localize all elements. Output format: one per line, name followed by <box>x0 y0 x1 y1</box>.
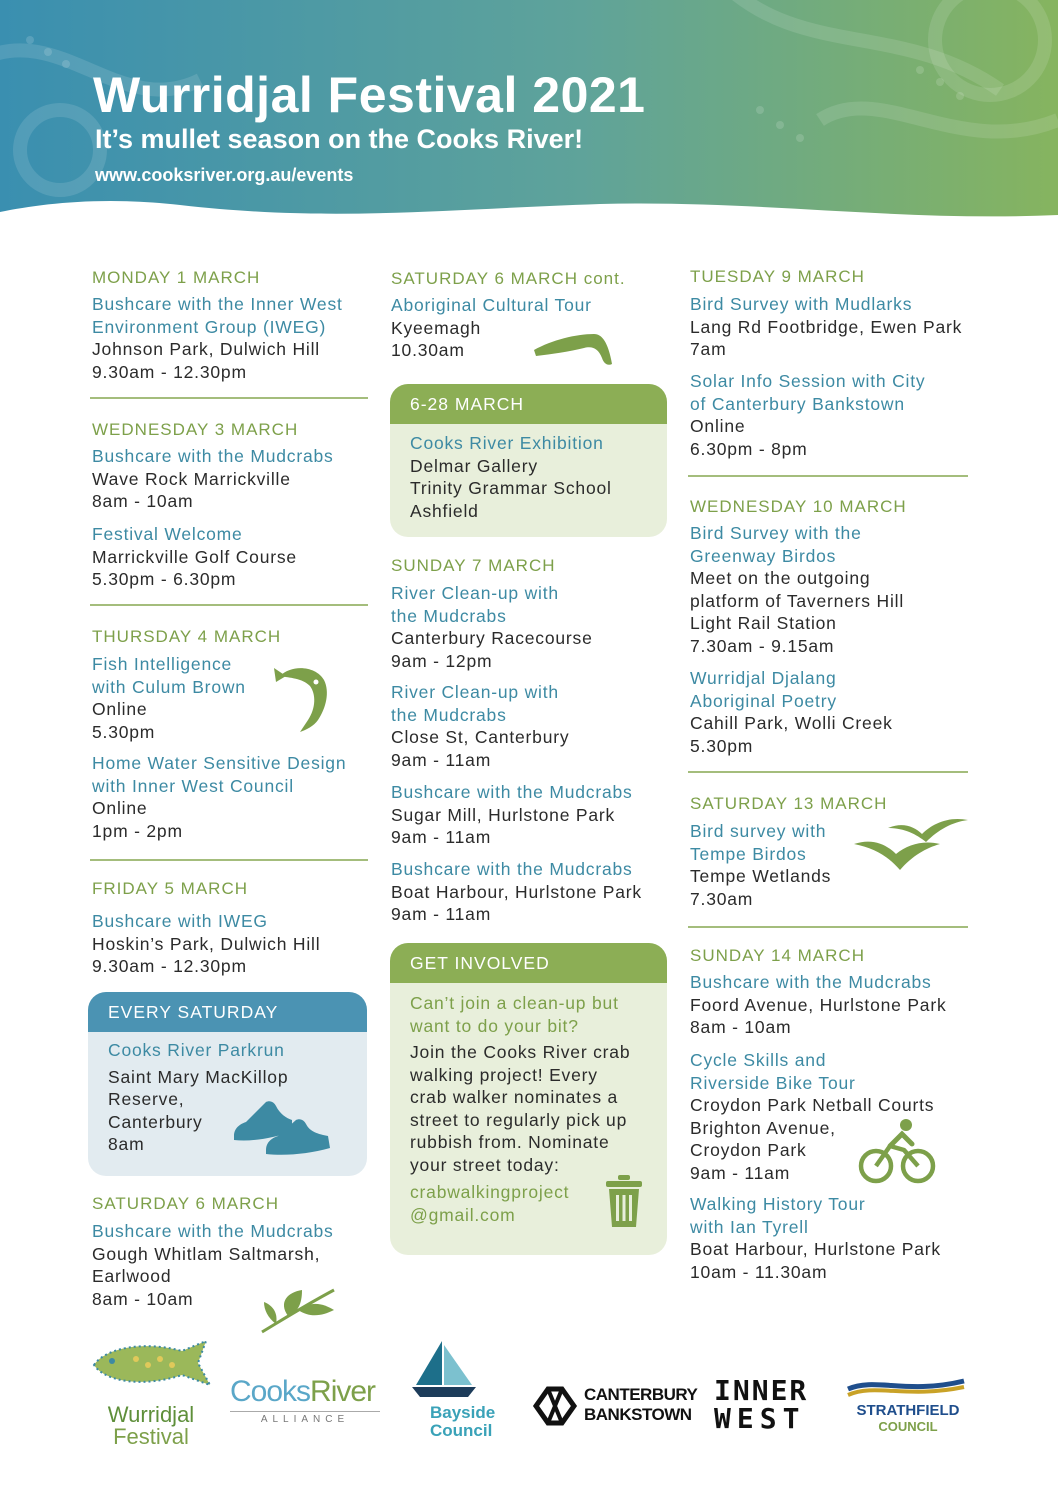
event-title: Wurridjal Djalang <box>690 668 837 688</box>
event-title: Bird survey with <box>690 821 827 841</box>
event-place: Brighton Avenue, <box>690 1117 836 1138</box>
body-line: Join the Cooks River crab <box>410 1042 631 1062</box>
day-heading-saturday-13: SATURDAY 13 MARCH <box>690 794 888 813</box>
box-heading: GET INVOLVED <box>390 943 667 983</box>
wurridjal-festival-logo <box>86 1335 216 1449</box>
event-solar-info-session <box>690 370 925 460</box>
event-fish-intelligence <box>92 653 246 743</box>
event-title: Bushcare with the Inner West <box>92 294 343 314</box>
event-title: Bushcare with the Mudcrabs <box>391 782 633 802</box>
body-line: crab walker nominates a <box>410 1087 619 1107</box>
event-time: 5.30pm - 6.30pm <box>92 569 237 589</box>
event-time: 10.30am <box>391 340 465 360</box>
event-time: 9am - 11am <box>391 904 492 924</box>
event-time: 9.30am - 12.30pm <box>92 361 247 382</box>
event-place: Light Rail Station <box>690 613 837 633</box>
event-place: Delmar Gallery <box>410 455 538 476</box>
event-place: Online <box>92 798 148 818</box>
event-place: Foord Avenue, Hurlstone Park <box>690 994 947 1015</box>
cb-emblem-icon <box>532 1383 578 1429</box>
page-subtitle: It’s mullet season on the Cooks River! <box>95 124 584 154</box>
email-link[interactable]: crabwalkingproject <box>410 1182 570 1202</box>
box-heading: 6-28 MARCH <box>390 384 667 424</box>
cooks-river-alliance-logo <box>230 1375 380 1435</box>
logo-text: Council <box>430 1421 493 1440</box>
question-line: Can’t join a clean-up but <box>410 993 619 1013</box>
event-place: Boat Harbour, Hurlstone Park <box>391 881 642 902</box>
boomerang-icon <box>532 320 614 370</box>
running-shoes-icon <box>232 1092 332 1158</box>
logo-text: Cooks <box>230 1375 311 1408</box>
event-time: 7am <box>690 339 727 359</box>
event-title: Festival Welcome <box>92 524 243 544</box>
event-time: 9.30am - 12.30pm <box>92 956 247 976</box>
event-time: 5.30pm <box>690 735 754 756</box>
header-banner <box>0 0 1058 230</box>
events-url[interactable]: www.cooksriver.org.au/events <box>95 165 354 185</box>
event-aboriginal-poetry <box>690 667 893 757</box>
event-place: Saint Mary MacKillop <box>108 1066 289 1087</box>
question-line: want to do your bit? <box>410 1015 579 1036</box>
event-time: 8am - 10am <box>92 491 194 511</box>
logo-text: WEST <box>714 1402 806 1435</box>
event-place: Marrickville Golf Course <box>92 546 297 567</box>
day-heading-friday-5: FRIDAY 5 MARCH <box>92 879 249 898</box>
logo-text: Festival <box>113 1424 189 1449</box>
bayside-council-logo <box>400 1339 510 1439</box>
event-place: Online <box>690 416 746 436</box>
event-title: Environment Group (IWEG) <box>92 316 327 337</box>
event-time: 9am - 11am <box>391 749 492 770</box>
event-bird-survey-tempe <box>690 820 831 910</box>
event-place: Ashfield <box>410 500 479 521</box>
day-heading-thursday-4: THURSDAY 4 MARCH <box>92 627 282 646</box>
event-time: 8am - 10am <box>690 1017 792 1037</box>
event-place: Close St, Canterbury <box>391 727 570 747</box>
divider <box>688 771 968 773</box>
event-title: with Inner West Council <box>92 775 294 796</box>
fish-icon <box>272 662 338 734</box>
event-title: Bushcare with IWEG <box>92 911 268 931</box>
event-title: the Mudcrabs <box>391 605 507 626</box>
day-heading-saturday-6: SATURDAY 6 MARCH <box>92 1194 279 1213</box>
day-heading-wednesday-10: WEDNESDAY 10 MARCH <box>690 497 907 516</box>
event-title: Walking History Tour <box>690 1194 866 1214</box>
canterbury-bankstown-logo <box>532 1383 698 1429</box>
event-place: Boat Harbour, Hurlstone Park <box>690 1239 941 1259</box>
body-line: rubbish from. Nominate <box>410 1132 610 1152</box>
event-time: 1pm - 2pm <box>92 820 183 841</box>
sailboat-icon <box>410 1339 480 1399</box>
body-line: walking project! Every <box>410 1064 598 1085</box>
divider <box>90 397 368 399</box>
event-place: Johnson Park, Dulwich Hill <box>92 339 320 359</box>
mullet-fish-icon <box>86 1335 216 1397</box>
event-place: Canterbury Racecourse <box>391 628 593 648</box>
crab-walking-info <box>410 992 630 1226</box>
day-heading-saturday-6-cont: SATURDAY 6 MARCH cont. <box>391 269 626 288</box>
logo-text: CANTERBURY <box>584 1385 698 1404</box>
sponsor-logos <box>0 1335 1058 1465</box>
event-bushcare-iweg-johnson <box>92 293 343 383</box>
box-heading: EVERY SATURDAY <box>88 992 367 1032</box>
event-title: with Culum Brown <box>92 676 246 697</box>
event-title: Cooks River Exhibition <box>410 433 604 453</box>
event-place: Croydon Park <box>690 1140 807 1160</box>
inner-west-logo <box>714 1374 818 1437</box>
trash-bin-icon <box>604 1175 644 1229</box>
logo-text: COUNCIL <box>878 1419 938 1434</box>
logo-text: STRATHFIELD <box>856 1402 960 1419</box>
event-time: 9am - 11am <box>690 1162 791 1183</box>
event-time: 9am - 11am <box>391 827 492 847</box>
event-bushcare-boat-harbour <box>391 858 642 926</box>
event-place: Cahill Park, Wolli Creek <box>690 713 893 733</box>
event-bushcare-iweg-hoskins <box>92 910 320 978</box>
body-line: street to regularly pick up <box>410 1109 628 1130</box>
logo-text: River <box>310 1375 376 1408</box>
event-cooks-river-exhibition <box>410 432 612 522</box>
event-title: Bird Survey with Mudlarks <box>690 294 913 314</box>
event-title: Aboriginal Cultural Tour <box>391 295 592 315</box>
event-title: Bushcare with the Mudcrabs <box>391 859 633 879</box>
event-title: the Mudcrabs <box>391 704 507 725</box>
event-title: Bushcare with the Mudcrabs <box>92 446 334 466</box>
event-title: Aboriginal Poetry <box>690 690 837 711</box>
event-place: Sugar Mill, Hurlstone Park <box>391 804 616 825</box>
divider <box>688 475 968 477</box>
every-saturday-box <box>88 992 367 1176</box>
divider <box>90 604 368 606</box>
event-place: Lang Rd Footbridge, Ewen Park <box>690 316 963 337</box>
day-heading-sunday-14: SUNDAY 14 MARCH <box>690 946 865 965</box>
event-time: 8am <box>108 1134 145 1154</box>
event-title: Home Water Sensitive Design <box>92 753 347 773</box>
event-river-cleanup-close-st <box>391 681 569 771</box>
event-title: Bushcare with the Mudcrabs <box>92 1221 334 1241</box>
event-title: Greenway Birdos <box>690 545 837 566</box>
event-title: Cooks River Parkrun <box>108 1040 285 1060</box>
body-line: your street today: <box>410 1154 560 1175</box>
logo-text: BANKSTOWN <box>584 1405 692 1424</box>
event-time: 7.30am <box>690 888 754 909</box>
event-title: Tempe Birdos <box>690 843 807 864</box>
event-bushcare-sugar-mill <box>391 781 633 849</box>
event-title: Bird Survey with the <box>690 523 862 543</box>
get-involved-box <box>390 943 667 1255</box>
event-bird-survey-greenway <box>690 522 904 657</box>
event-time: 10am - 11.30am <box>690 1261 828 1282</box>
event-time: 9am - 12pm <box>391 650 493 671</box>
exhibition-box <box>390 384 667 537</box>
event-title: Solar Info Session with City <box>690 371 926 391</box>
event-time: 7.30am - 9.15am <box>690 635 835 656</box>
event-title: Bushcare with the Mudcrabs <box>690 972 932 992</box>
strathfield-council-logo <box>846 1375 970 1439</box>
event-place: Earlwood <box>92 1266 172 1286</box>
strathfield-wave-icon <box>846 1375 966 1397</box>
event-title: of Canterbury Bankstown <box>690 393 905 414</box>
event-place: Tempe Wetlands <box>690 866 832 886</box>
email-link[interactable]: @gmail.com <box>410 1204 516 1225</box>
day-heading-monday-1: MONDAY 1 MARCH <box>92 268 261 287</box>
event-river-cleanup-racecourse <box>391 582 593 672</box>
event-walking-history-tour <box>690 1193 941 1283</box>
event-place: Reserve, <box>108 1089 185 1109</box>
logo-text: Bayside <box>430 1403 496 1422</box>
divider <box>90 859 368 861</box>
event-place: Canterbury <box>108 1111 203 1132</box>
event-place: Wave Rock Marrickville <box>92 468 291 489</box>
page-title: Wurridjal Festival 2021 <box>93 67 646 123</box>
day-heading-wednesday-3: WEDNESDAY 3 MARCH <box>92 420 299 439</box>
event-place: Gough Whitlam Saltmarsh, <box>92 1243 321 1264</box>
event-home-water-design <box>92 752 346 842</box>
event-place: Kyeemagh <box>391 317 482 338</box>
logo-text: ALLIANCE <box>230 1411 380 1425</box>
day-heading-tuesday-9: TUESDAY 9 MARCH <box>690 267 865 286</box>
cyclist-icon <box>858 1118 936 1184</box>
event-place: Online <box>92 699 148 719</box>
event-time: 5.30pm <box>92 721 156 742</box>
leaf-branch-icon <box>258 1280 338 1336</box>
logo-text: INNER <box>714 1374 809 1407</box>
event-place: platform of Taverners Hill <box>690 590 905 611</box>
event-place: Meet on the outgoing <box>690 568 871 588</box>
event-place: Hoskin’s Park, Dulwich Hill <box>92 933 321 954</box>
event-place: Trinity Grammar School <box>410 478 612 498</box>
event-title: Fish Intelligence <box>92 654 233 674</box>
divider <box>688 926 968 928</box>
day-heading-sunday-7: SUNDAY 7 MARCH <box>391 556 556 575</box>
event-bird-survey-mudlarks <box>690 293 962 361</box>
event-place: Croydon Park Netball Courts <box>690 1095 935 1115</box>
logo-text: Wurridjal <box>107 1402 195 1427</box>
event-title: with Ian Tyrell <box>690 1216 809 1237</box>
event-title: Riverside Bike Tour <box>690 1072 856 1093</box>
birds-icon <box>852 812 970 878</box>
event-time: 6.30pm - 8pm <box>690 438 808 459</box>
event-time: 8am - 10am <box>92 1288 194 1309</box>
event-title: Cycle Skills and <box>690 1050 827 1070</box>
event-festival-welcome <box>92 523 297 591</box>
event-title: River Clean-up with <box>391 682 559 702</box>
event-bushcare-foord-ave <box>690 971 947 1039</box>
event-bushcare-mudcrabs-wave-rock <box>92 445 334 513</box>
event-title: River Clean-up with <box>391 583 559 603</box>
